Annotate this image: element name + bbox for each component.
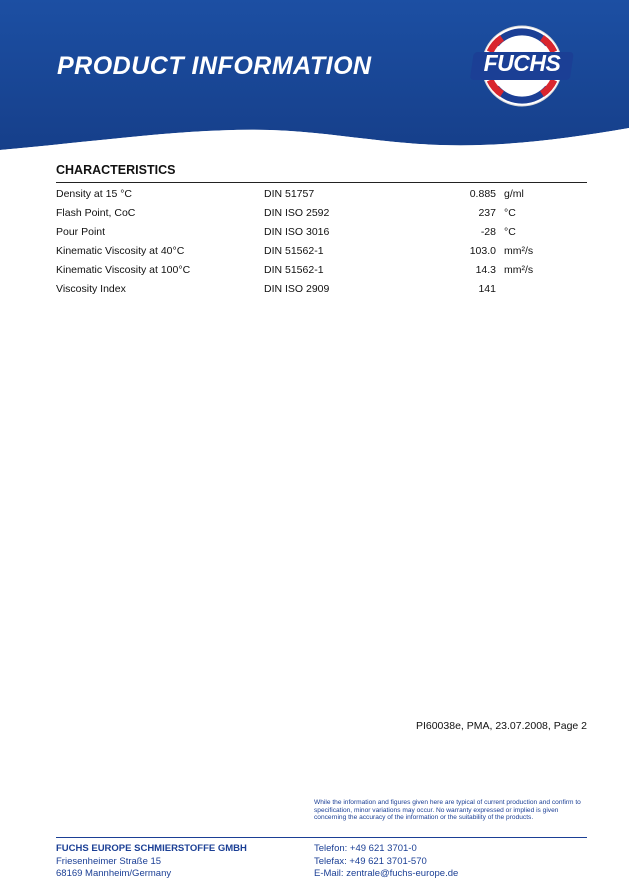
section-title: CHARACTERISTICS: [56, 163, 176, 177]
table-row: [56, 260, 556, 279]
phone-number: Telefon: +49 621 3701-0: [314, 843, 417, 854]
property-method: DIN ISO 3016: [264, 225, 330, 238]
page-title: PRODUCT INFORMATION: [57, 52, 372, 80]
property-method: DIN 51562-1: [264, 244, 324, 257]
property-method: DIN ISO 2592: [264, 206, 330, 219]
property-unit: mm²/s: [504, 263, 534, 276]
fax-number: Telefax: +49 621 3701-570: [314, 855, 427, 867]
document-reference: PI60038e, PMA, 23.07.2008, Page 2: [415, 720, 587, 732]
footer-contact: [314, 843, 458, 881]
property-name: Flash Point, CoC: [56, 206, 136, 219]
property-value: -28: [480, 225, 496, 238]
property-value: 141: [478, 282, 496, 295]
property-method: DIN 51562-1: [264, 263, 324, 276]
table-row: [56, 241, 556, 260]
table-row: [56, 203, 556, 222]
property-unit: g/ml: [504, 187, 524, 200]
property-name: Density at 15 °C: [56, 187, 132, 200]
property-value: 103.0: [469, 244, 496, 257]
property-method: DIN 51757: [264, 187, 315, 200]
header-band: [0, 0, 629, 150]
company-name: FUCHS EUROPE SCHMIERSTOFFE GMBH: [56, 843, 247, 854]
table-row: [56, 279, 556, 298]
property-name: Kinematic Viscosity at 40°C: [56, 244, 185, 257]
footer-address: [56, 843, 247, 881]
property-value: 237: [478, 206, 496, 219]
property-value: 14.3: [475, 263, 496, 276]
property-unit: mm²/s: [504, 244, 534, 257]
property-unit: °C: [504, 206, 516, 219]
property-name: Kinematic Viscosity at 100°C: [56, 263, 191, 276]
city-address: 68169 Mannheim/Germany: [56, 868, 172, 879]
property-unit: °C: [504, 225, 516, 238]
footer-divider: [56, 837, 587, 838]
property-name: Pour Point: [56, 225, 106, 238]
table-row: [56, 184, 556, 203]
email-address: E-Mail: zentrale@fuchs-europe.de: [314, 868, 459, 879]
property-value: 0.885: [469, 187, 496, 200]
characteristics-table: [56, 184, 556, 298]
disclaimer-text: While the information and figures given here are typical of current production and confirm to specification, minor variations may occur. No warranty expressed or implied is given concerning the accuracy of the information or the suitability of the products.: [314, 799, 581, 822]
property-method: DIN ISO 2909: [264, 282, 330, 295]
fuchs-logo-text: FUCHS: [483, 50, 561, 76]
property-unit: [504, 279, 556, 298]
section-divider: [56, 182, 587, 183]
street-address: Friesenheimer Straße 15: [56, 855, 162, 867]
fuchs-logo: [466, 22, 578, 110]
property-name: Viscosity Index: [56, 282, 126, 295]
table-row: [56, 222, 556, 241]
